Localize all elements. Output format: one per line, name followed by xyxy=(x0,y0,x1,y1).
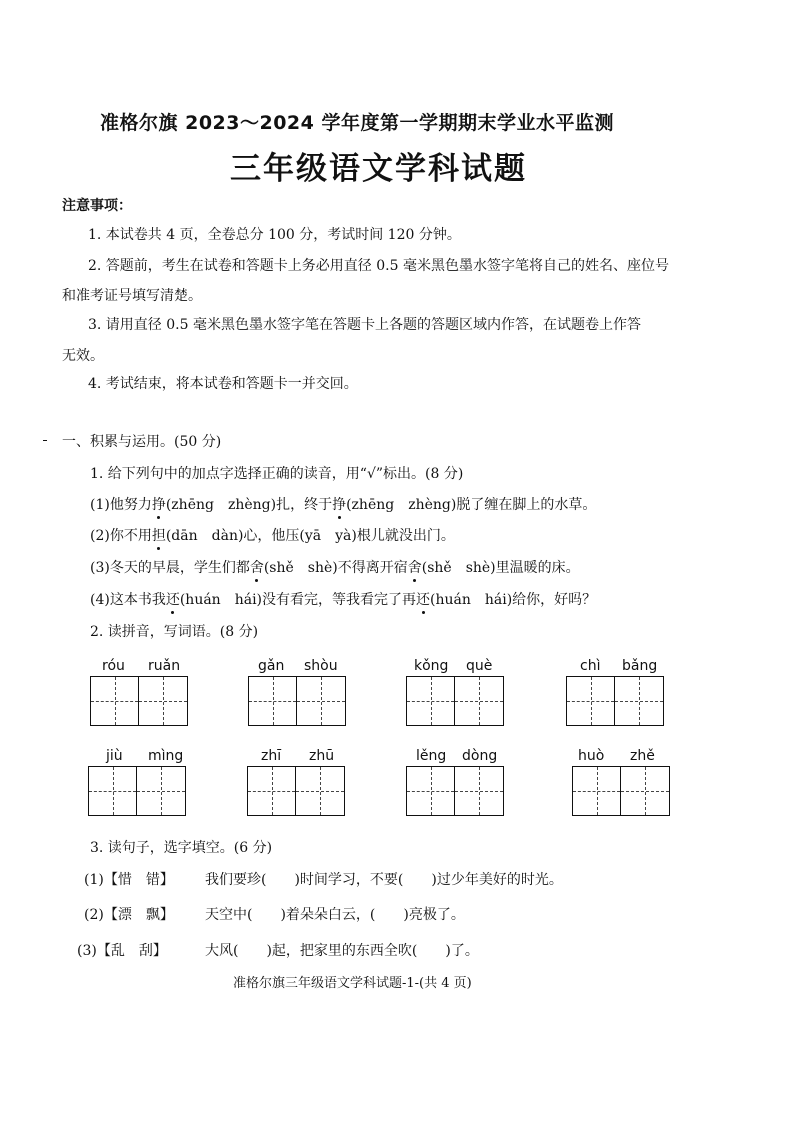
q2-prompt: 2. 读拼音，写词语。(8 分) xyxy=(90,624,259,640)
dotted-char: 担 xyxy=(152,525,166,545)
q3-item-2-label: (2)【漂 飘】 xyxy=(84,907,174,923)
writing-box[interactable] xyxy=(91,677,139,725)
q1-item-4: (4)这本书我还(huán hái)没有看完，等我看完了再还(huán hái)给你，好吗？ xyxy=(90,589,596,609)
writing-box[interactable] xyxy=(621,767,669,815)
note-1: 1. 本试卷共 4 页，全卷总分 100 分，考试时间 120 分钟。 xyxy=(88,227,461,243)
pinyin-label: róu xyxy=(102,658,125,674)
writing-box[interactable] xyxy=(249,677,297,725)
dotted-char: 舍 xyxy=(250,557,264,577)
exam-subtitle: 三年级语文学科试题 xyxy=(230,151,527,187)
pinyin-label: ruǎn xyxy=(148,658,181,674)
dotted-char: 还 xyxy=(416,589,430,609)
q3-item-3-label: (3)【乱 刮】 xyxy=(77,943,167,959)
note-2-line1: 2. 答题前，考生在试卷和答题卡上务必用直径 0.5 毫米黑色墨水签字笔将自己的姓名、座位号 xyxy=(88,258,669,274)
pinyin-label: chì xyxy=(580,658,601,674)
pinyin-label: bǎng xyxy=(622,658,658,674)
notes-heading: 注意事项： xyxy=(62,198,132,214)
note-2-line2: 和准考证号填写清楚。 xyxy=(62,288,202,304)
writing-box[interactable] xyxy=(139,677,187,725)
writing-box[interactable] xyxy=(407,767,455,815)
dotted-char: 挣 xyxy=(332,494,346,514)
pinyin-label: huò xyxy=(578,748,605,764)
note-4: 4. 考试结束，将本试卷和答题卡一并交回。 xyxy=(88,376,358,392)
margin-mark xyxy=(43,440,47,441)
pinyin-label: jiù xyxy=(106,748,123,764)
pinyin-label: què xyxy=(466,658,493,674)
q3-item-2-text: 天空中( )着朵朵白云，( )亮极了。 xyxy=(205,907,465,923)
q3-item-3-text: 大风( )起，把家里的东西全吹( )了。 xyxy=(205,943,479,959)
note-3-line1: 3. 请用直径 0.5 毫米黑色墨水签字笔在答题卡上各题的答题区域内作答，在试题卷上作答 xyxy=(88,317,641,333)
q3-prompt: 3. 读句子，选字填空。(6 分) xyxy=(90,840,273,856)
writing-box[interactable] xyxy=(455,767,503,815)
writing-box[interactable] xyxy=(296,767,344,815)
q1-item-1: (1)他努力挣(zhēng zhèng)扎，终于挣(zhēng zhèng)脱了缠在脚上的水草。 xyxy=(90,494,596,514)
writing-box[interactable] xyxy=(297,677,345,725)
writing-box[interactable] xyxy=(248,767,296,815)
writing-box[interactable] xyxy=(455,677,503,725)
pinyin-label: gǎn xyxy=(258,658,285,674)
writing-box[interactable] xyxy=(573,767,621,815)
pinyin-label: kǒng xyxy=(414,658,449,674)
pinyin-label: dòng xyxy=(462,748,498,764)
q3-item-1-text: 我们要珍( )时间学习，不要( )过少年美好的时光。 xyxy=(205,872,563,888)
page-footer: 准格尔旗三年级语文学科试题-1-(共 4 页) xyxy=(233,976,472,991)
dotted-char: 舍 xyxy=(408,557,422,577)
note-3-line2: 无效。 xyxy=(62,348,104,364)
pinyin-label: zhū xyxy=(309,748,335,764)
pinyin-label: mìng xyxy=(148,748,184,764)
writing-box[interactable] xyxy=(615,677,663,725)
pinyin-label: zhě xyxy=(630,748,655,764)
writing-box[interactable] xyxy=(407,677,455,725)
writing-box[interactable] xyxy=(567,677,615,725)
writing-box[interactable] xyxy=(89,767,137,815)
dotted-char: 挣 xyxy=(152,494,166,514)
q1-item-2: (2)你不用担(dān dàn)心，他压(yā yà)根儿就没出门。 xyxy=(90,525,455,545)
q1-prompt: 1. 给下列句中的加点字选择正确的读音，用“√”标出。(8 分) xyxy=(90,466,464,482)
section-1-heading: 一、积累与运用。(50 分) xyxy=(62,434,222,450)
pinyin-label: lěng xyxy=(416,748,447,764)
exam-title: 准格尔旗 2023～2024 学年度第一学期期末学业水平监测 xyxy=(100,112,614,134)
writing-box[interactable] xyxy=(137,767,185,815)
pinyin-label: zhī xyxy=(261,748,282,764)
q1-item-3: (3)冬天的早晨，学生们都舍(shě shè)不得离开宿舍(shě shè)里温暖的床。 xyxy=(90,557,580,577)
pinyin-label: shòu xyxy=(304,658,338,674)
dotted-char: 还 xyxy=(166,589,180,609)
q3-item-1-label: (1)【惜 错】 xyxy=(84,872,174,888)
